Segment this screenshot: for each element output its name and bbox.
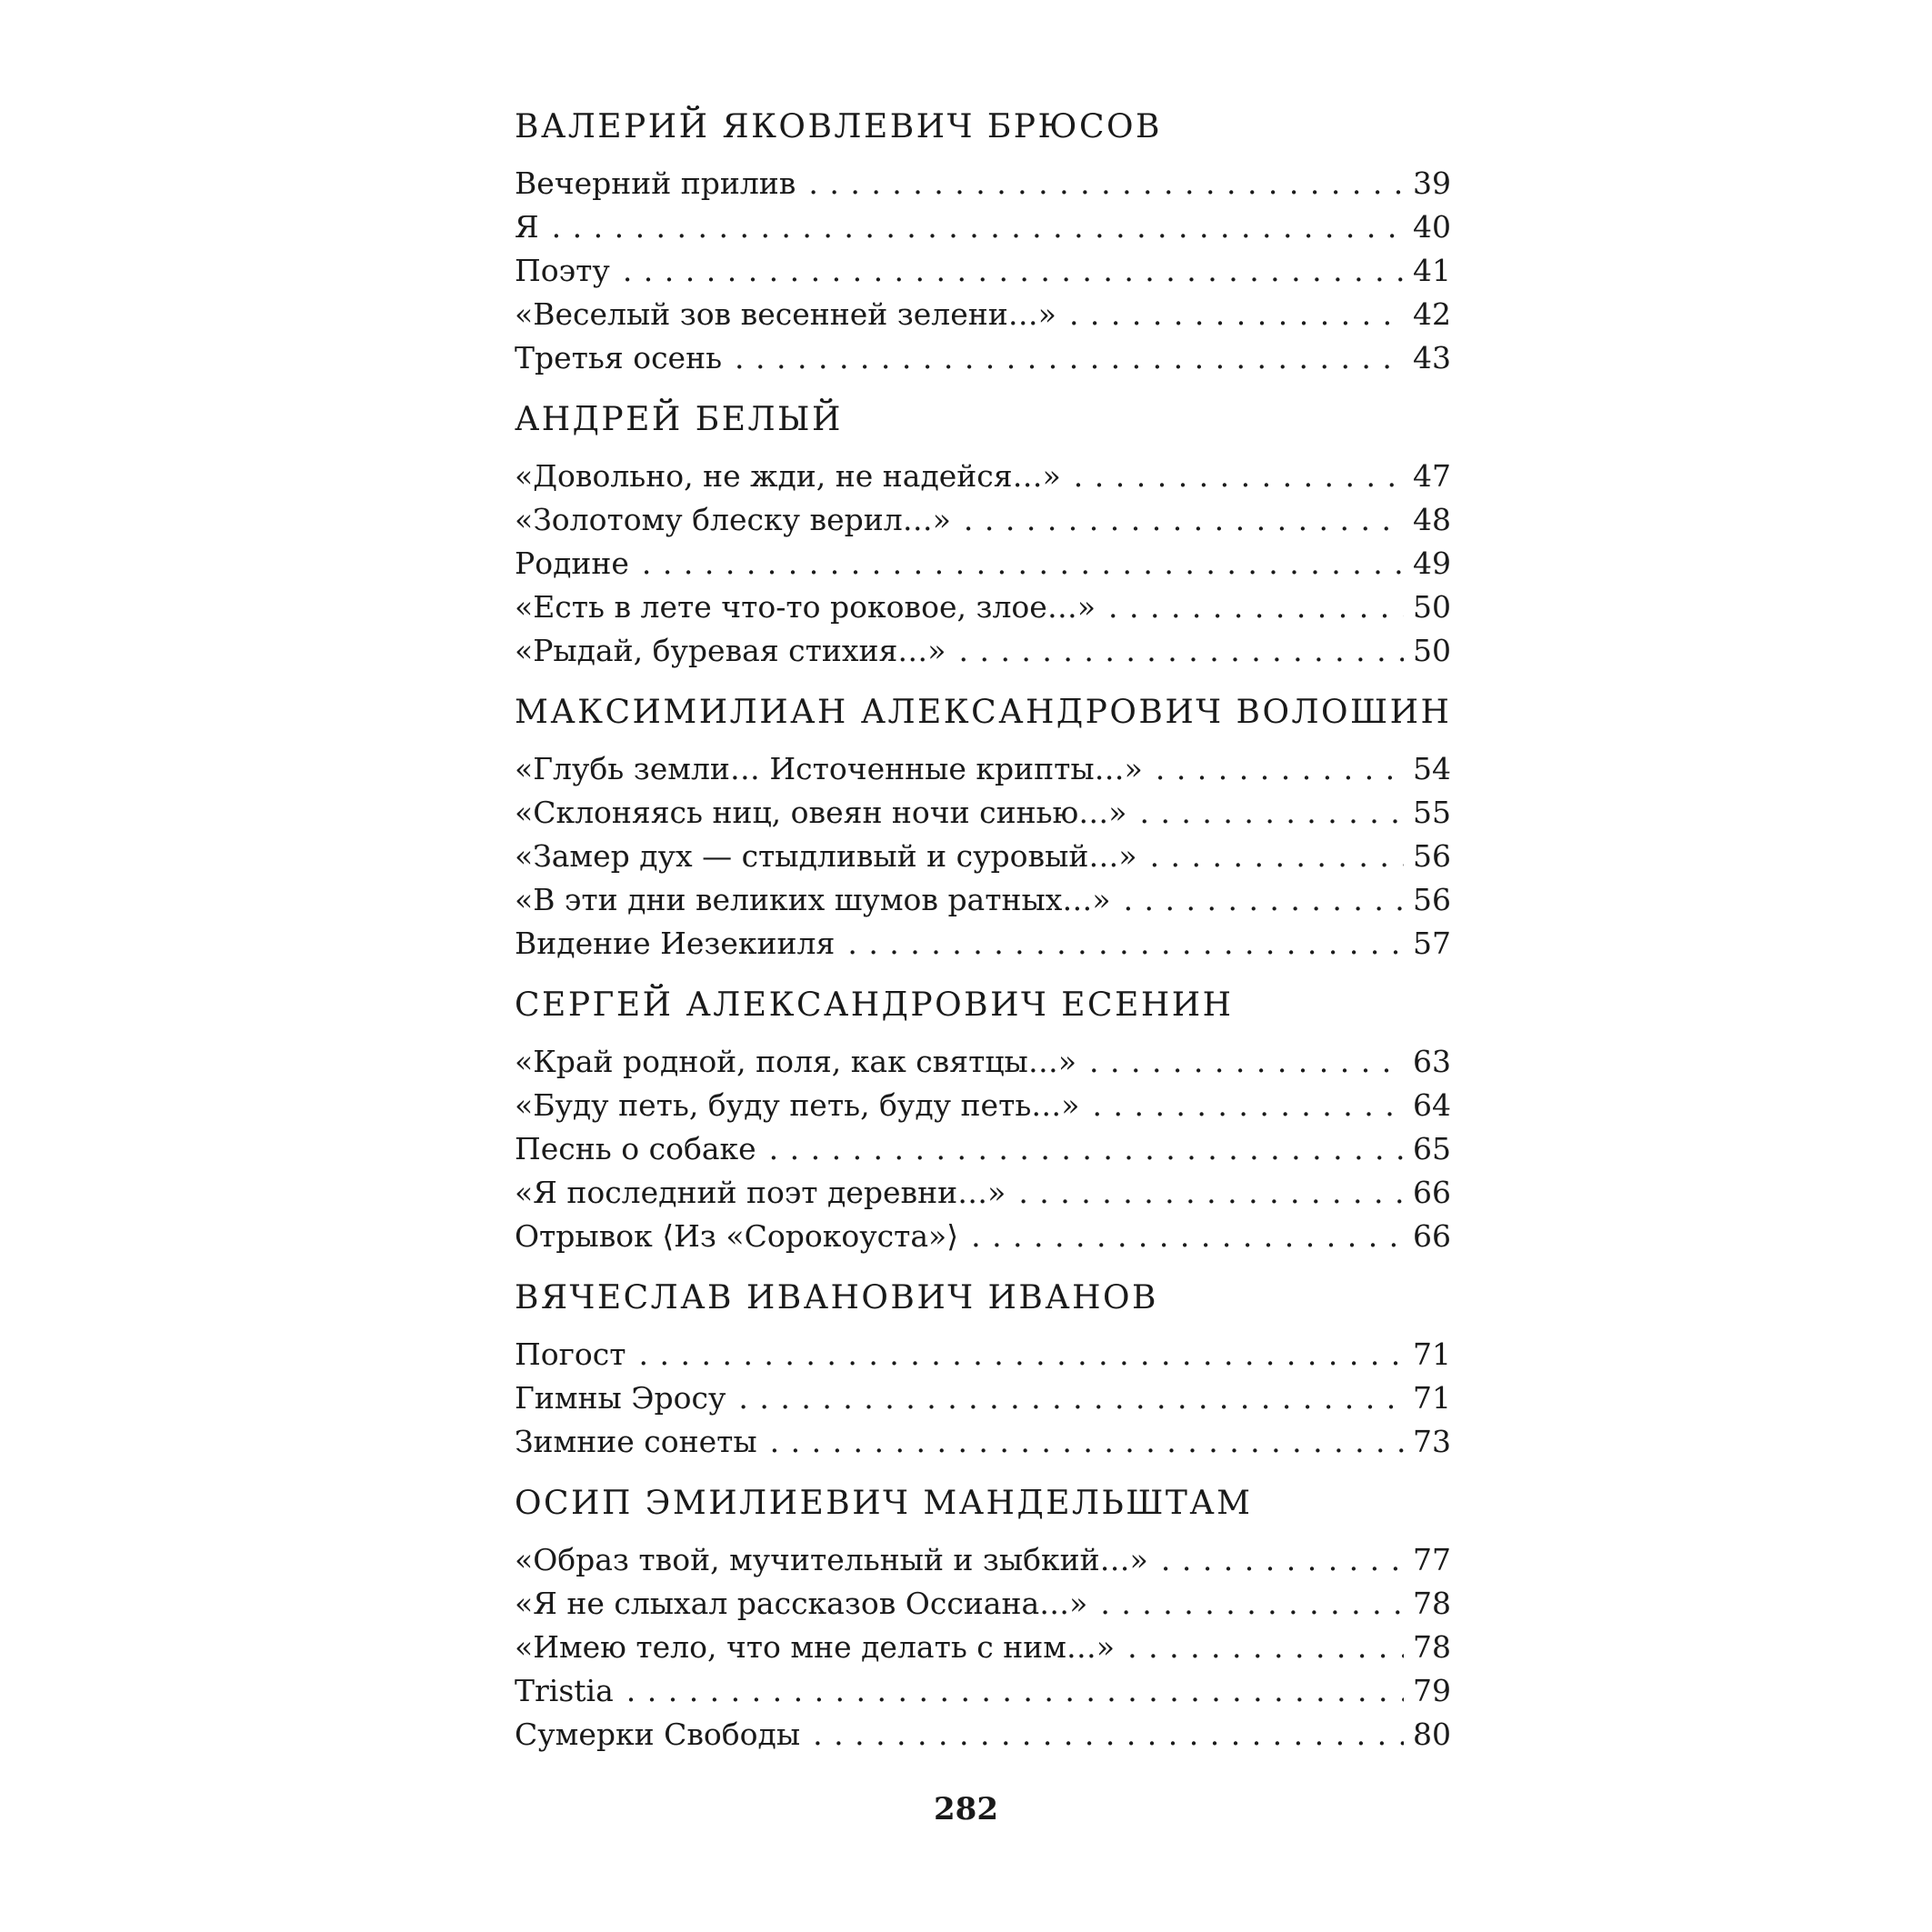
entry-page-number: 55: [1413, 795, 1451, 830]
entry-title: Погост: [515, 1336, 626, 1372]
entry-title: Зимние сонеты: [515, 1424, 757, 1459]
entry-page-number: 41: [1413, 253, 1451, 288]
toc-entry: [515, 1713, 1451, 1757]
entry-title: Отрывок ⟨Из «Сорокоуста»⟩: [515, 1218, 959, 1254]
dot-leader: [1069, 293, 1404, 336]
author-heading: МАКСИМИЛИАН АЛЕКСАНДРОВИЧ ВОЛОШИН: [515, 694, 1452, 731]
entry-page-number: 54: [1413, 751, 1451, 786]
dot-leader: [971, 1215, 1404, 1258]
entry-page-number: 78: [1413, 1629, 1451, 1665]
dot-leader: [1108, 586, 1404, 629]
entry-list: [515, 1040, 1451, 1258]
toc-entry: [515, 747, 1451, 791]
dot-leader: [1139, 791, 1404, 835]
toc-section: [515, 107, 1451, 380]
entry-page-number: 43: [1413, 340, 1451, 375]
dot-leader: [1100, 1582, 1404, 1626]
entry-page-number: 57: [1413, 926, 1451, 961]
toc-entry: [515, 878, 1451, 922]
entry-list: [515, 747, 1451, 966]
entry-page-number: 78: [1413, 1586, 1451, 1621]
dot-leader: [738, 1376, 1404, 1420]
entry-list: [515, 162, 1451, 380]
entry-title: «Довольно, не жди, не надейся…»: [515, 458, 1061, 494]
dot-leader: [1074, 455, 1404, 498]
entry-title: «В эти дни великих шумов ратных…»: [515, 882, 1111, 917]
toc-section: [515, 1484, 1451, 1757]
dot-leader: [1018, 1171, 1404, 1215]
entry-title: Родине: [515, 546, 629, 581]
dot-leader: [813, 1713, 1404, 1757]
author-heading: ОСИП ЭМИЛИЕВИЧ МАНДЕЛЬШТАМ: [515, 1485, 1253, 1522]
toc-entry: [515, 1215, 1451, 1258]
dot-leader: [958, 629, 1404, 673]
entry-page-number: 63: [1413, 1044, 1451, 1079]
entry-page-number: 66: [1413, 1218, 1451, 1254]
entry-title: «Буду петь, буду петь, буду петь…»: [515, 1087, 1080, 1123]
entry-page-number: 49: [1413, 546, 1451, 581]
dot-leader: [626, 1669, 1404, 1713]
dot-leader: [770, 1420, 1404, 1464]
toc-entry: [515, 1669, 1451, 1713]
entry-title: Вечерний прилив: [515, 165, 796, 201]
entry-page-number: 48: [1413, 502, 1451, 537]
dot-leader: [1161, 1538, 1404, 1582]
entry-title: «Веселый зов весенней зелени…»: [515, 296, 1056, 332]
entry-title: Видение Иезекииля: [515, 926, 836, 961]
toc-entry: [515, 629, 1451, 673]
entry-list: [515, 1538, 1451, 1757]
author-heading: ВЯЧЕСЛАВ ИВАНОВИЧ ИВАНОВ: [515, 1279, 1158, 1316]
entry-title: Сумерки Свободы: [515, 1717, 801, 1752]
entry-page-number: 79: [1413, 1673, 1451, 1708]
dot-leader: [769, 1127, 1404, 1171]
entry-title: Гимны Эросу: [515, 1380, 726, 1416]
entry-title: «Я последний поэт деревни…»: [515, 1175, 1006, 1210]
entry-list: [515, 455, 1451, 673]
entry-page-number: 50: [1413, 589, 1451, 625]
entry-title: «Рыдай, буревая стихия…»: [515, 633, 946, 668]
entry-page-number: 56: [1413, 882, 1451, 917]
entry-title: «Образ твой, мучительный и зыбкий…»: [515, 1542, 1148, 1577]
dot-leader: [552, 205, 1404, 249]
entry-page-number: 71: [1413, 1380, 1451, 1416]
entry-page-number: 80: [1413, 1717, 1451, 1752]
entry-title: «Я не слыхал рассказов Оссиана…»: [515, 1586, 1088, 1621]
entry-title: «Склоняясь ниц, овеян ночи синью…»: [515, 795, 1127, 830]
author-heading: ВАЛЕРИЙ ЯКОВЛЕВИЧ БРЮСОВ: [515, 108, 1162, 145]
entry-page-number: 65: [1413, 1131, 1451, 1166]
entry-title: Поэту: [515, 253, 610, 288]
entry-title: Песнь о собаке: [515, 1131, 756, 1166]
entry-page-number: 64: [1413, 1087, 1451, 1123]
toc-entry: [515, 249, 1451, 293]
author-heading: СЕРГЕЙ АЛЕКСАНДРОВИЧ ЕСЕНИН: [515, 986, 1234, 1024]
dot-leader: [1127, 1626, 1404, 1669]
entry-title: Я: [515, 209, 539, 245]
toc-section: [515, 400, 1451, 673]
table-of-contents: [515, 107, 1451, 1777]
entry-page-number: 40: [1413, 209, 1451, 245]
entry-page-number: 42: [1413, 296, 1451, 332]
dot-leader: [808, 162, 1404, 205]
entry-list: [515, 1333, 1451, 1464]
dot-leader: [1124, 878, 1404, 922]
entry-title: Третья осень: [515, 340, 723, 375]
toc-section: [515, 693, 1451, 966]
entry-title: «Глубь земли… Источенные крипты…»: [515, 751, 1143, 786]
toc-entry: [515, 835, 1451, 878]
dot-leader: [1156, 747, 1404, 791]
toc-entry: [515, 1538, 1451, 1582]
entry-page-number: 50: [1413, 633, 1451, 668]
toc-entry: [515, 455, 1451, 498]
dot-leader: [639, 1333, 1404, 1376]
dot-leader: [623, 249, 1404, 293]
toc-entry: [515, 336, 1451, 380]
toc-entry: [515, 1127, 1451, 1171]
entry-page-number: 47: [1413, 458, 1451, 494]
toc-section: [515, 986, 1451, 1258]
toc-entry: [515, 542, 1451, 586]
entry-title: «Золотому блеску верил…»: [515, 502, 951, 537]
toc-entry: [515, 922, 1451, 966]
toc-entry: [515, 791, 1451, 835]
toc-section: [515, 1278, 1451, 1464]
toc-entry: [515, 586, 1451, 629]
toc-entry: [515, 1582, 1451, 1626]
toc-entry: [515, 1376, 1451, 1420]
entry-title: «Замер дух — стыдливый и суровый…»: [515, 838, 1137, 874]
dot-leader: [1093, 1084, 1405, 1127]
entry-title: «Имею тело, что мне делать с ним…»: [515, 1629, 1116, 1665]
toc-entry: [515, 498, 1451, 542]
entry-title: Tristia: [515, 1673, 614, 1708]
entry-page-number: 73: [1413, 1424, 1451, 1459]
entry-page-number: 71: [1413, 1336, 1451, 1372]
author-heading: АНДРЕЙ БЕЛЫЙ: [515, 401, 843, 438]
dot-leader: [847, 922, 1404, 966]
dot-leader: [964, 498, 1404, 542]
dot-leader: [642, 542, 1404, 586]
toc-entry: [515, 1171, 1451, 1215]
entry-title: «Край родной, поля, как святцы…»: [515, 1044, 1077, 1079]
toc-entry: [515, 293, 1451, 336]
entry-page-number: 39: [1413, 165, 1451, 201]
toc-entry: [515, 205, 1451, 249]
toc-sections: [515, 107, 1451, 1757]
entry-page-number: 77: [1413, 1542, 1451, 1577]
page-number: 282: [934, 1791, 998, 1827]
entry-title: «Есть в лете что-то роковое, злое…»: [515, 589, 1096, 625]
toc-entry: [515, 162, 1451, 205]
dot-leader: [1150, 835, 1404, 878]
toc-entry: [515, 1626, 1451, 1669]
entry-page-number: 56: [1413, 838, 1451, 874]
dot-leader: [1089, 1040, 1404, 1084]
toc-entry: [515, 1333, 1451, 1376]
dot-leader: [735, 336, 1404, 380]
toc-entry: [515, 1040, 1451, 1084]
toc-entry: [515, 1420, 1451, 1464]
toc-entry: [515, 1084, 1451, 1127]
entry-page-number: 66: [1413, 1175, 1451, 1210]
